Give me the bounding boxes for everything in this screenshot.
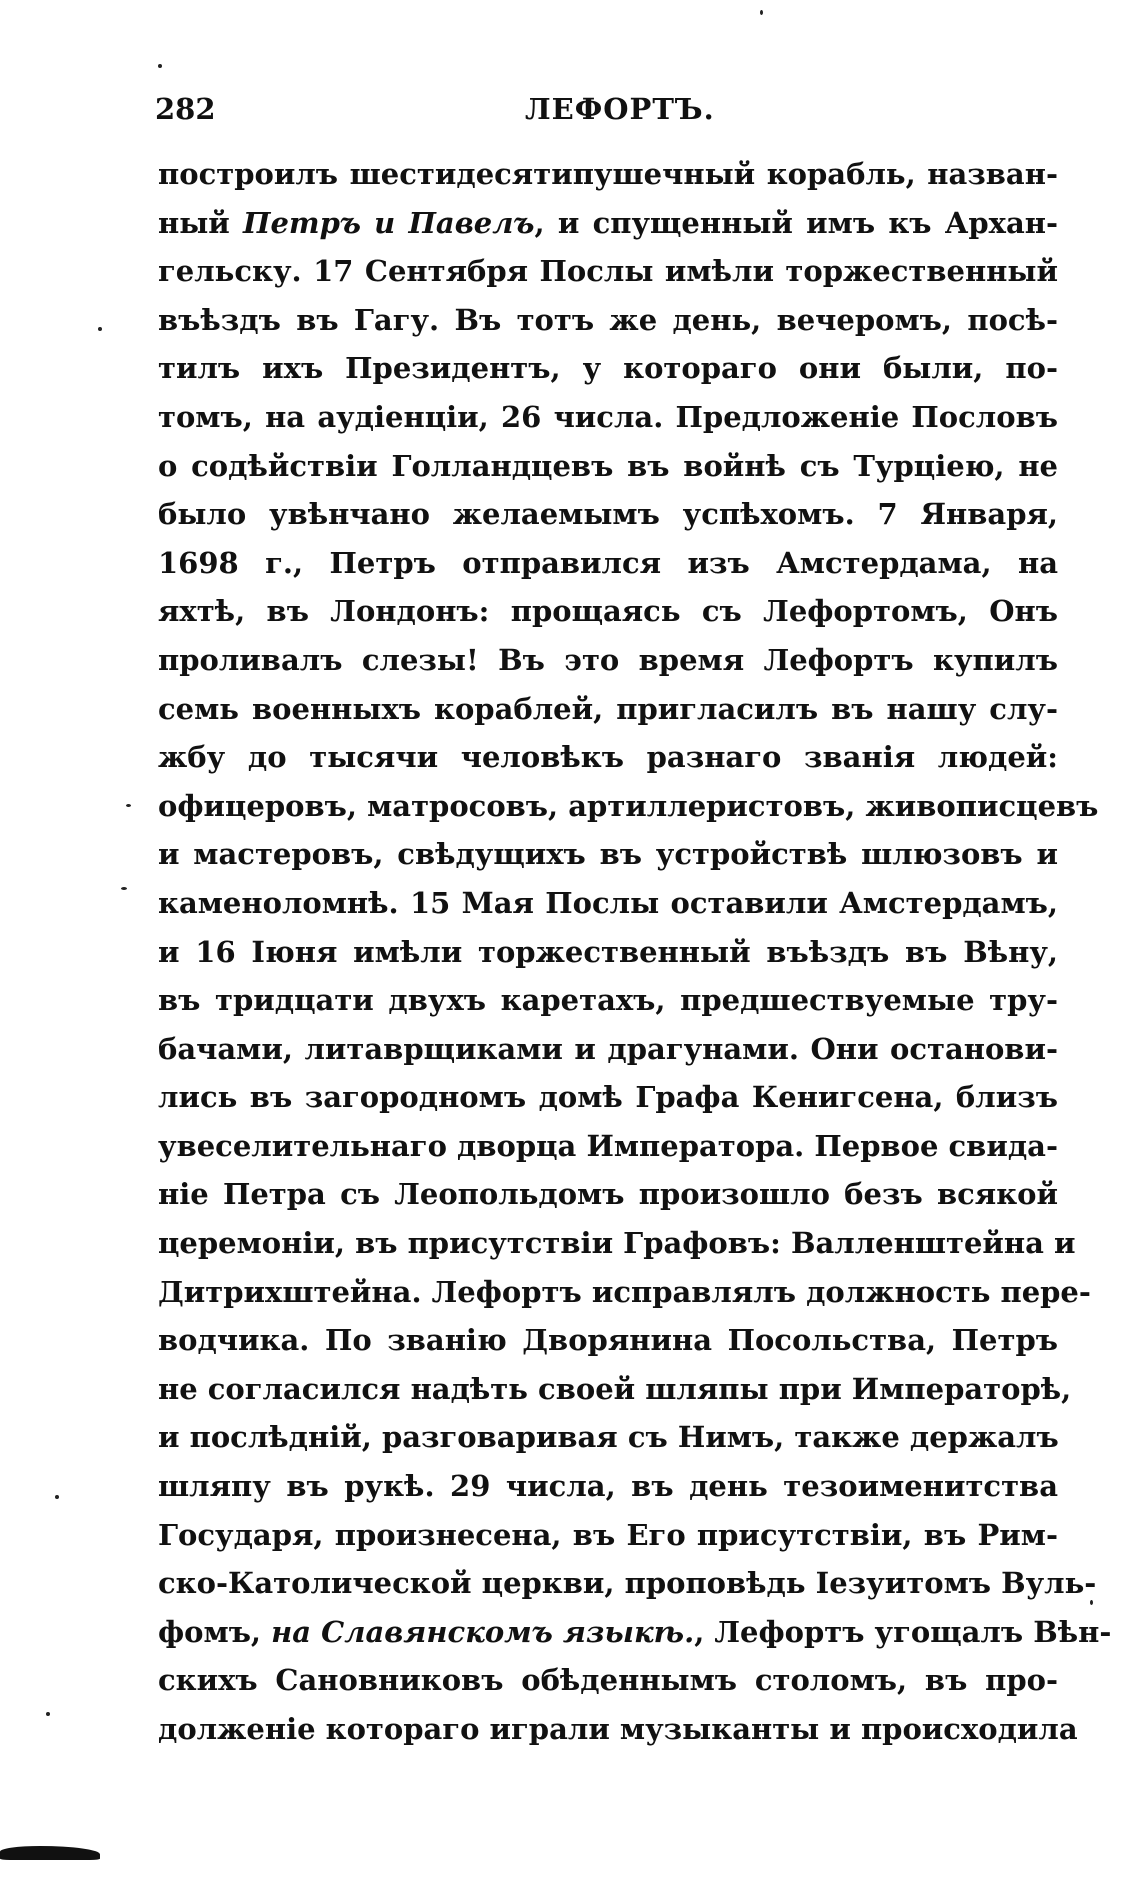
scan-speck <box>760 10 763 15</box>
text-line: построилъ шестидесятипушечный корабль, назван- <box>158 157 1058 191</box>
text-line: жбу до тысячи человѣкъ разнаго званія людей: <box>158 740 1058 775</box>
ship-name-italic: Петръ и Павелъ <box>243 205 535 240</box>
text-line: гельску. 17 Сентября Послы имѣли торжественный <box>158 254 1058 289</box>
text-line: лись въ загородномъ домѣ Графа Кенигсена, близъ <box>158 1080 1058 1115</box>
text-line: ный Петръ и Павелъ, и спущенный имъ къ Архан- <box>158 205 1058 240</box>
text-line: семь военныхъ кораблей, пригласилъ въ нашу слу- <box>158 691 1058 726</box>
text-line: долженіе котораго играли музыканты и происходила <box>158 1712 1078 1746</box>
text-line: ско-Католической церкви, проповѣдь Іезуитомъ Вуль- <box>158 1566 1097 1601</box>
text-line: церемоніи, въ присутствіи Графовъ: Валленштейна и <box>158 1226 1076 1261</box>
text-line: было увѣнчано желаемымъ успѣхомъ. 7 Января, <box>158 497 1058 532</box>
scan-speck <box>98 327 102 331</box>
text-line: проливалъ слезы! Въ это время Лефортъ купилъ <box>158 642 1058 677</box>
text-line: скихъ Сановниковъ обѣденнымъ столомъ, въ про- <box>158 1663 1058 1698</box>
text-line: о содѣйствіи Голландцевъ въ войнѣ съ Турціею, не <box>158 448 1058 483</box>
text-line: и 16 Іюня имѣли торжественный въѣздъ въ Вѣну, <box>158 934 1058 969</box>
language-italic: на Славянскомъ языкѣ. <box>271 1614 695 1649</box>
text-line: водчика. По званію Дворянина Посольства, Петръ <box>158 1323 1058 1358</box>
page-header <box>155 92 1055 132</box>
text-line: ніе Петра съ Леопольдомъ произошло безъ всякой <box>158 1177 1058 1212</box>
page-number: 282 <box>155 92 216 126</box>
scan-speck <box>158 64 162 68</box>
scan-blot <box>0 1846 100 1860</box>
text-line: шляпу въ рукѣ. 29 числа, въ день тезоименитства <box>158 1469 1058 1504</box>
text-line: томъ, на аудіенціи, 26 числа. Предложеніе Пословъ <box>158 399 1058 434</box>
text-line: не согласился надѣть своей шляпы при Императорѣ, <box>158 1371 1072 1406</box>
text-line: Государя, произнесена, въ Его присутствіи, въ Рим- <box>158 1517 1058 1552</box>
text-line: и послѣдній, разговаривая съ Нимъ, также держалъ <box>158 1420 1059 1455</box>
text-line: каменоломнѣ. 15 Мая Послы оставили Амстердамъ, <box>158 885 1058 920</box>
text-line: въѣздъ въ Гагу. Въ тотъ же день, вечеромъ, посѣ- <box>158 302 1058 337</box>
text-line: бачами, литаврщиками и драгунами. Они останови- <box>158 1031 1058 1066</box>
scan-speck <box>1090 1600 1093 1605</box>
text-line: увеселительнаго дворца Императора. Первое свида- <box>158 1128 1058 1163</box>
scan-speck <box>126 804 131 807</box>
scan-speck <box>55 1495 59 1499</box>
text-line: тилъ ихъ Президентъ, у котораго они были, по- <box>158 351 1058 386</box>
scan-speck <box>121 887 127 890</box>
text-line: Дитрихштейна. Лефортъ исправлялъ должность пере- <box>158 1274 1091 1309</box>
running-title: ЛЕФОРТЪ. <box>525 92 715 126</box>
text-line: офицеровъ, матросовъ, артиллеристовъ, живописцевъ <box>158 788 1099 823</box>
text-line: и мастеровъ, свѣдущихъ въ устройствѣ шлюзовъ и <box>158 837 1058 872</box>
scan-speck <box>46 1712 50 1716</box>
body-text <box>158 150 1112 1754</box>
text-line: яхтѣ, въ Лондонъ: прощаясь съ Лефортомъ, Онъ <box>158 594 1058 629</box>
text-line: 1698 г., Петръ отправился изъ Амстердама, на <box>158 545 1058 580</box>
text-line: фомъ, на Славянскомъ языкѣ., Лефортъ угощалъ Вѣн- <box>158 1614 1112 1649</box>
text-line: въ тридцати двухъ каретахъ, предшествуемые тру- <box>158 983 1058 1018</box>
